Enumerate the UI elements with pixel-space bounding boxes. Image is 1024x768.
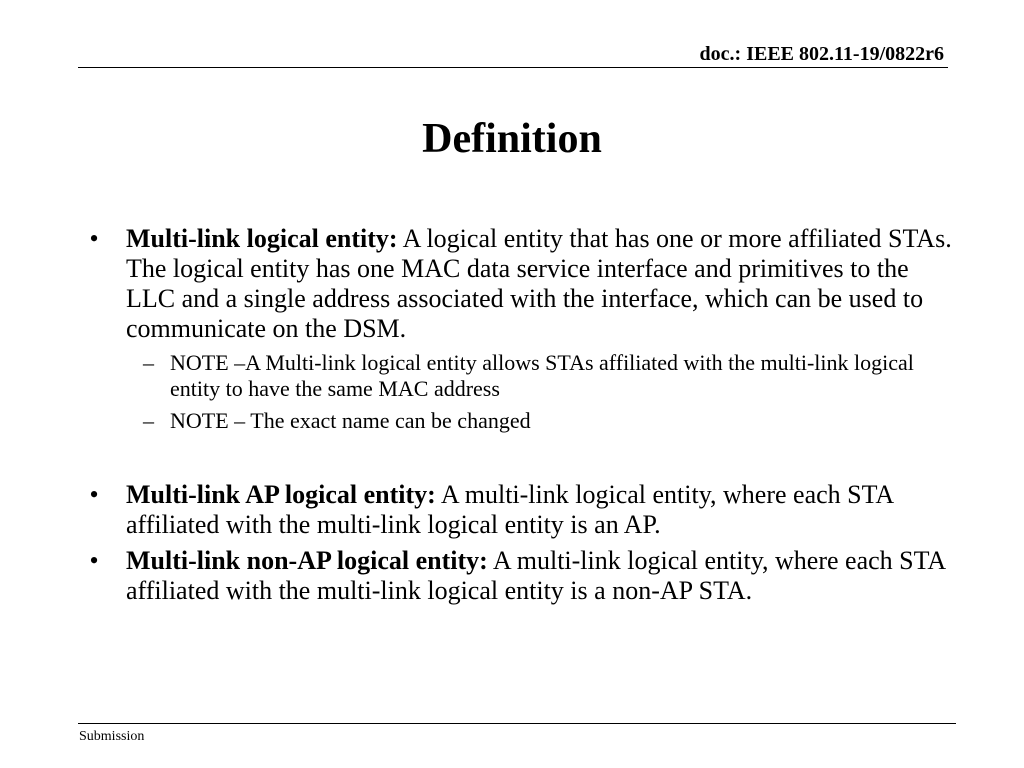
sub-bullet-note-name: [84, 408, 954, 434]
sub-bullet-marker: –: [143, 408, 154, 433]
slide-body: [84, 224, 954, 606]
bullet-term: Multi-link non-AP logical entity:: [126, 546, 488, 575]
bullet-multi-link-logical-entity: [84, 224, 954, 344]
sub-bullet-marker: –: [143, 350, 154, 375]
bullet-text: A multi-link logical entity, where each STA affiliated with the multi-link logical entity is an AP.: [126, 480, 893, 539]
spacer: [84, 440, 954, 480]
footer-submission-label: Submission: [79, 729, 145, 744]
footer-divider: [78, 723, 956, 724]
bullet-term: Multi-link AP logical entity:: [126, 480, 436, 509]
document-id: doc.: IEEE 802.11-19/0822r6: [699, 43, 944, 65]
bullet-marker: •: [89, 546, 99, 575]
sub-bullet-text: NOTE – The exact name can be changed: [170, 408, 531, 433]
bullet-term: Multi-link logical entity:: [126, 224, 398, 253]
sub-bullet-note-mac-address: [84, 350, 954, 402]
bullet-marker: •: [89, 480, 99, 509]
bullet-marker: •: [89, 224, 99, 253]
bullet-multi-link-ap-logical-entity: [84, 480, 954, 540]
bullet-text: A multi-link logical entity, where each STA affiliated with the multi-link logical entity is a non-AP STA.: [126, 546, 945, 605]
slide-title: Definition: [422, 116, 602, 162]
sub-bullet-text: NOTE –A Multi-link logical entity allows STAs affiliated with the multi-link logical entity to have the same MAC address: [170, 350, 914, 401]
sub-bullet-list: [84, 350, 954, 434]
bullet-text: A logical entity that has one or more affiliated STAs. The logical entity has one MAC data service interface and primitives to the LLC and a single address associated with the interface, which can be used to communicate on the DSM.: [126, 224, 952, 343]
bullet-multi-link-non-ap-logical-entity: [84, 546, 954, 606]
header-divider: [78, 67, 948, 68]
